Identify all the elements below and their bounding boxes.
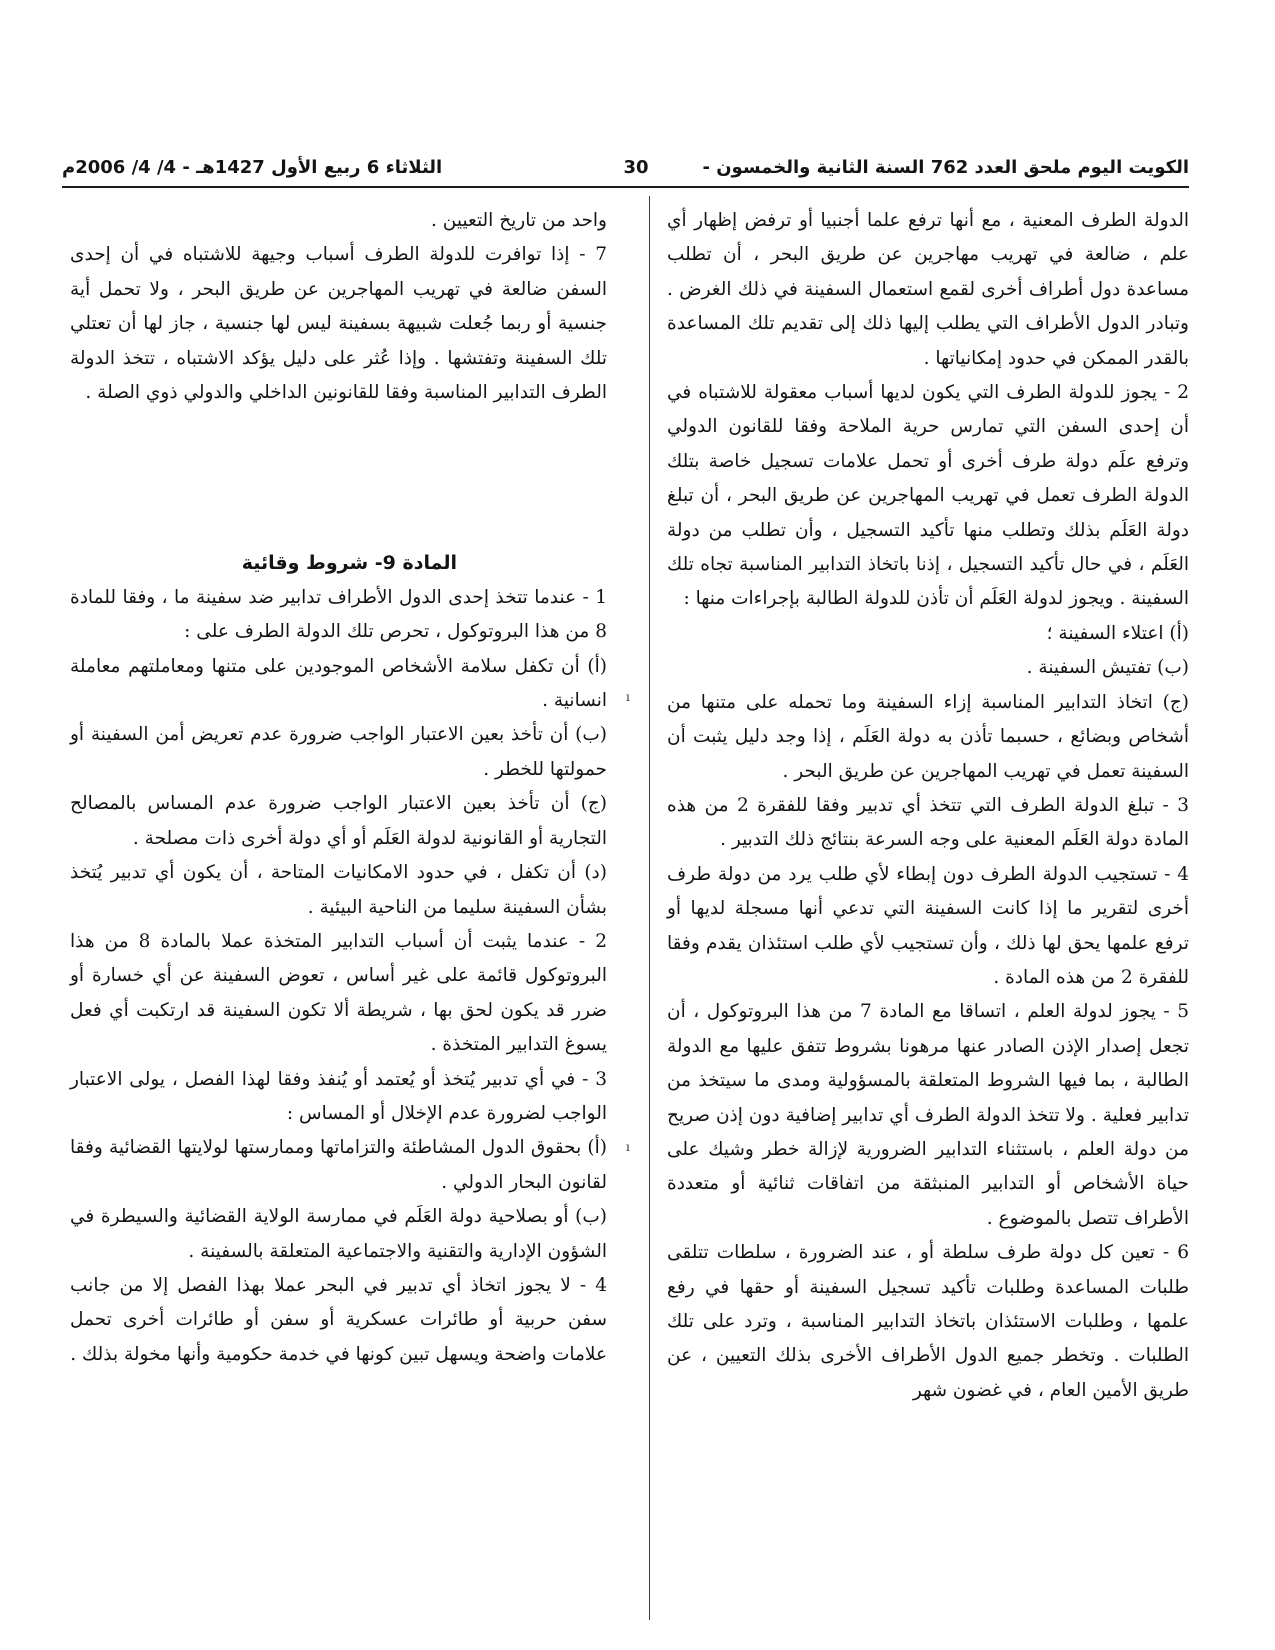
column-divider xyxy=(649,196,650,1620)
paragraph: 3 - تبلغ الدولة الطرف التي تتخذ أي تدبير وفقا للفقرة 2 من هذه المادة دولة العَلَم المعنية على وجه السرعة بنتائج ذلك التدبير . xyxy=(667,794,1189,851)
page-number: 30 xyxy=(623,157,649,178)
paragraph: (ب) أو بصلاحية دولة العَلَم في ممارسة الولاية القضائية والسيطرة في الشؤون الإدارية والتقنية والاجتماعية المتعلقة بالسفينة . xyxy=(70,1206,607,1262)
publication-title: الكويت اليوم ملحق العدد 762 السنة الثانية والخمسون - xyxy=(702,157,1189,178)
paragraph: 1 - عندما تتخذ إحدى الدول الأطراف تدابير ضد سفينة ما ، وفقا للمادة 8 من هذا البروتوكول ، تحرص تلك الدولة الطرف على : xyxy=(70,586,607,643)
paragraph: 6 - تعين كل دولة طرف سلطة أو ، عند الضرورة ، سلطات تتلقى طلبات المساعدة وطلبات تأكيد تسجيل السفينة أو حقها في رفع علمها ، وطلبات الاستئذان باتخاذ التدابير المناسبة ، وترد على تلك الطلبات . وتخطر جميع الدول الأطراف الأخرى بذلك التعيين ، عن طريق الأمين العام ، في غضون شهر xyxy=(667,1242,1189,1401)
left-column xyxy=(70,204,607,1372)
paragraph: (ج) اتخاذ التدابير المناسبة إزاء السفينة وما تحمله على متنها من أشخاص وبضائع ، حسبما تأذن به دولة العَلَم ، إذا وجد دليل يثبت أن السفينة تعمل في تهريب المهاجرين عن طريق البحر . xyxy=(667,691,1189,782)
paragraph: 7 - إذا توافرت للدولة الطرف أسباب وجيهة للاشتباه في أن إحدى السفن ضالعة في تهريب المهاجرين عن طريق البحر ، ولا تحمل أية جنسية أو ربما جُعلت شبيهة بسفينة ليس لها جنسية ، جاز لها أن تعتلي تلك السفينة وتفتشها . وإذا عُثر على دليل يؤكد الاشتباه ، تتخذ الدولة الطرف التدابير المناسبة وفقا للقانونين الداخلي والدولي ذوي الصلة . xyxy=(70,244,607,404)
right-column xyxy=(667,204,1189,1408)
paragraph: الدولة الطرف المعنية ، مع أنها ترفع علما أجنبيا أو ترفض إظهار أي علم ، ضالعة في تهريب مهاجرين عن طريق البحر ، أن تطلب مساعدة دول أطراف أخرى لقمع استعمال السفينة في ذلك الغرض . وتبادر الدول الأطراف التي يطلب إليها ذلك إلى تقديم تلك المساعدة بالقدر الممكن في حدود إمكانياتها . xyxy=(667,210,1189,369)
paragraph: (أ) اعتلاء السفينة ؛ xyxy=(1046,622,1189,644)
scan-mark: ı xyxy=(626,690,630,704)
page-header xyxy=(62,152,1189,184)
article-heading: المادة 9- شروط وقائية xyxy=(241,552,457,575)
paragraph: 3 - في أي تدبير يُتخذ أو يُعتمد أو يُنفذ وفقا لهذا الفصل ، يولى الاعتبار الواجب لضرورة عدم الإخلال أو المساس : xyxy=(70,1068,607,1124)
paragraph: (ب) تفتيش السفينة . xyxy=(1026,657,1189,679)
spacer xyxy=(70,410,607,546)
paragraph: (ب) أن تأخذ بعين الاعتبار الواجب ضرورة عدم تعريض أمن السفينة أو حمولتها للخطر . xyxy=(70,724,607,780)
paragraph: 2 - يجوز للدولة الطرف التي يكون لديها أسباب معقولة للاشتباه في أن إحدى السفن التي تمارس حرية الملاحة وفقا للقانون الدولي وترفع علَم دولة طرف أخرى أو تحمل علامات تسجيل خاصة بتلك الدولة الطرف تعمل في تهريب المهاجرين عن طريق البحر ، أن تبلغ دولة العَلَم بذلك وتطلب منها تأكيد التسجيل ، وأن تطلب من دولة العَلَم ، في حال تأكيد التسجيل ، إذنا باتخاذ التدابير المناسبة تجاه تلك السفينة . ويجوز لدولة العَلَم أن تأذن للدولة الطالبة بإجراءات منها : xyxy=(667,382,1189,610)
paragraph: 5 - يجوز لدولة العلم ، اتساقا مع المادة 7 من هذا البروتوكول ، أن تجعل إصدار الإذن الصادر عنها مرهونا بشروط تتفق عليها مع الدولة الطالبة ، بما فيها الشروط المتعلقة بالمسؤولية ومدى ما سيتخذ من تدابير فعلية . ولا تتخذ الدولة الطرف أي تدابير إضافية دون إذن صريح من دولة العلم ، باستثناء التدابير الضرورية لإزالة خطر وشيك على حياة الأشخاص أو التدابير المنبثقة من اتفاقات ثنائية أو متعددة الأطراف تتصل بالموضوع . xyxy=(667,1001,1189,1229)
paragraph: واحد من تاريخ التعيين . xyxy=(431,210,607,231)
paragraph: 4 - لا يجوز اتخاذ أي تدبير في البحر عملا بهذا الفصل إلا من جانب سفن حربية أو طائرات عسكرية أو سفن أو طائرات أخرى تحمل علامات واضحة ويسهل تبين كونها في خدمة حكومية وأنها مخولة بذلك . xyxy=(70,1274,607,1365)
paragraph: (أ) أن تكفل سلامة الأشخاص الموجودين على متنها ومعاملتهم معاملة انسانية . xyxy=(70,655,607,712)
paragraph: 2 - عندما يثبت أن أسباب التدابير المتخذة عملا بالمادة 8 من هذا البروتوكول قائمة على غير أساس ، تعوض السفينة عن أي خسارة أو ضرر قد يكون لحق بها ، شريطة ألا تكون السفينة قد ارتكبت أي فعل يسوغ التدابير المتخذة . xyxy=(70,930,607,1056)
paragraph: (د) أن تكفل ، في حدود الامكانيات المتاحة ، أن يكون أي تدبير يُتخذ بشأن السفينة سليما من الناحية البيئية . xyxy=(70,862,607,918)
scan-mark: ı xyxy=(626,1140,630,1154)
paragraph: 4 - تستجيب الدولة الطرف دون إبطاء لأي طلب يرد من دولة طرف أخرى لتقرير ما إذا كانت السفينة التي تدعي أنها مسجلة لديها أو ترفع علمها يحق لها ذلك ، وأن تستجيب لأي طلب استئذان يقدم وفقا للفقرة 2 من هذه المادة . xyxy=(667,863,1189,988)
issue-date: الثلاثاء 6 ربيع الأول 1427هـ - 4/ 4/ 2006م xyxy=(62,157,443,178)
paragraph: (أ) بحقوق الدول المشاطئة والتزاماتها وممارستها لولايتها القضائية وفقا لقانون البحار الدولي . xyxy=(70,1137,607,1193)
header-divider xyxy=(62,186,1189,188)
paragraph: (ج) أن تأخذ بعين الاعتبار الواجب ضرورة عدم المساس بالمصالح التجارية أو القانونية لدولة العَلَم أو أي دولة أخرى ذات مصلحة . xyxy=(70,793,607,849)
